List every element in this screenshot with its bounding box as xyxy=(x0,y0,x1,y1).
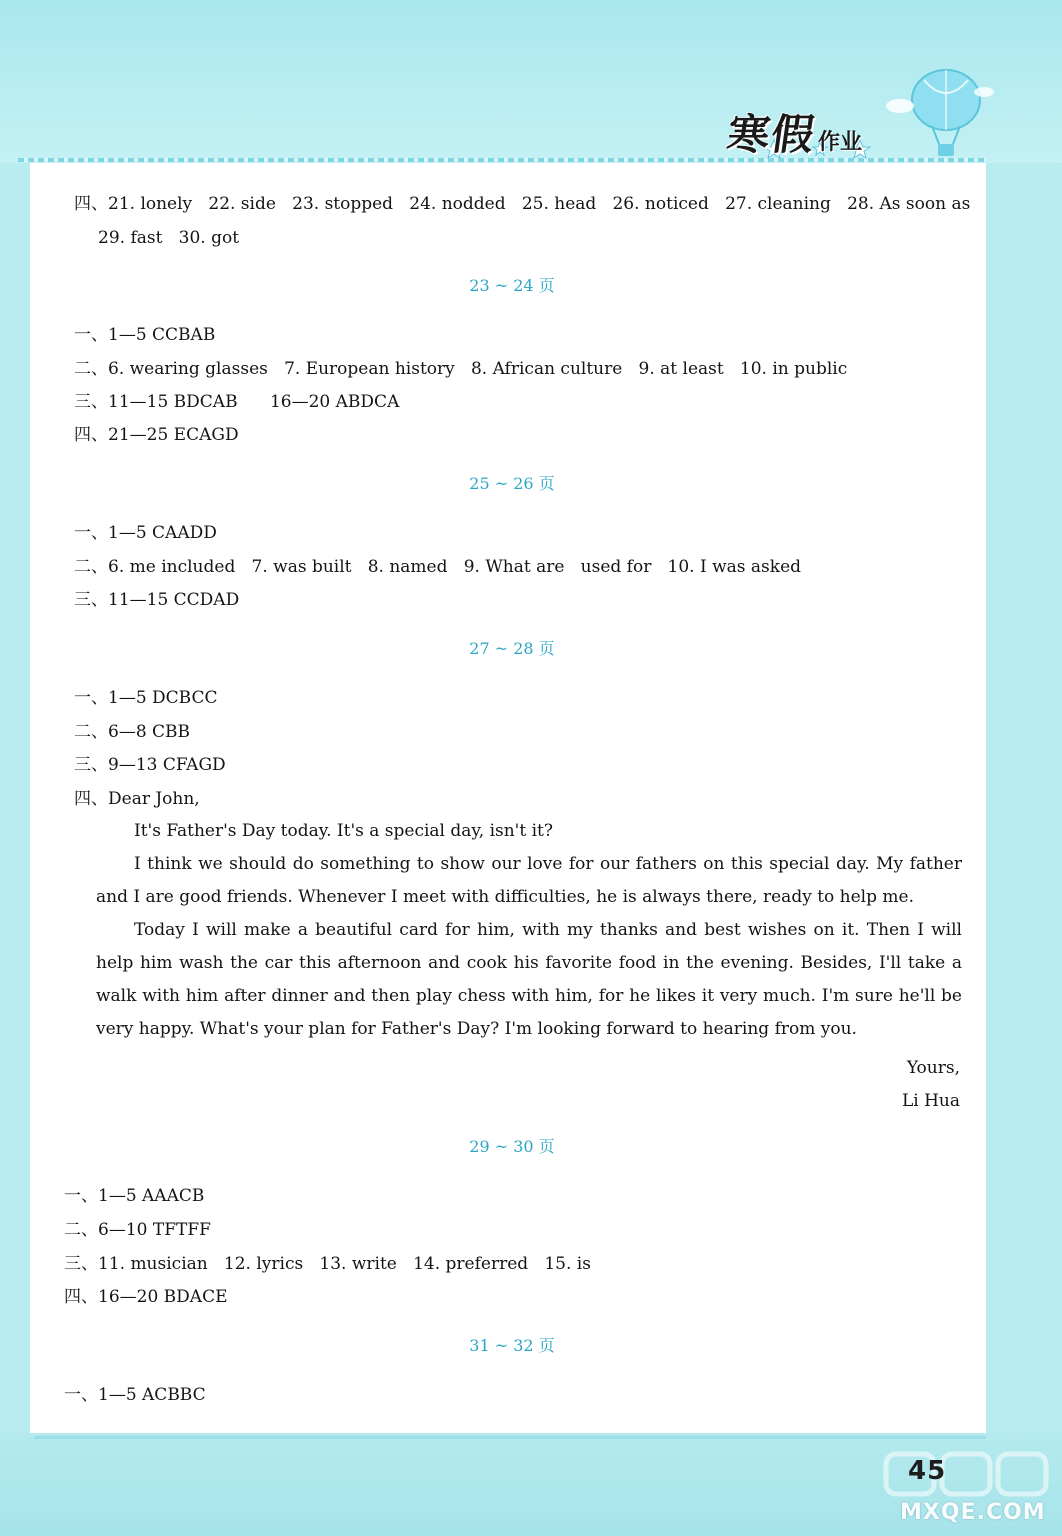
answer-line: 四、Dear John, xyxy=(74,789,200,809)
answer-line: 四、21. lonely 22. side 23. stopped 24. nodded 25. head 26. noticed 27. cleaning 28. As soon as xyxy=(74,194,971,214)
answer-line: 三、11. musician 12. lyrics 13. write 14. preferred 15. is xyxy=(64,1254,591,1274)
answer-line: 一、1—5 DCBCC xyxy=(74,688,218,708)
answer-line: 一、1—5 CAADD xyxy=(74,523,217,543)
page-number: 45 xyxy=(908,1456,947,1486)
section-heading: 27 ~ 28 页 xyxy=(469,639,555,658)
letter-closing: Yours, xyxy=(906,1058,960,1078)
letter-paragraph: Today I will make a beautiful card for him, with my thanks and best wishes on it. Then I will help him wash the car this afternoon and cook his favorite food in the evening. Besides, I'll take a walk with him after dinner and then play chess with him, for he likes it very much. I'm sure he'll be very happy. What's your plan for Father's Day? I'm looking forward to hearing from you. xyxy=(96,920,962,1039)
answer-line: 一、1—5 ACBBC xyxy=(64,1385,206,1405)
answer-line: 29. fast 30. got xyxy=(98,228,240,248)
title-main: 寒假 xyxy=(724,110,820,159)
answer-line: 四、16—20 BDACE xyxy=(64,1287,228,1307)
answer-line: 一、1—5 AAACB xyxy=(64,1186,205,1206)
letter-signature: Li Hua xyxy=(901,1091,960,1111)
answer-line: 一、1—5 CCBAB xyxy=(74,325,216,345)
watermark-text: MXQE.COM xyxy=(900,1500,1046,1525)
footer-stripe xyxy=(34,1436,986,1439)
answer-line: 二、6—8 CBB xyxy=(74,722,191,742)
section-heading: 31 ~ 32 页 xyxy=(469,1336,555,1355)
section-heading: 23 ~ 24 页 xyxy=(469,276,555,295)
section-heading: 25 ~ 26 页 xyxy=(469,474,555,493)
letter-paragraph: I think we should do something to show our love for our fathers on this special day. My father and I are good friends. Whenever I meet with difficulties, he is always there, ready to help me. xyxy=(96,854,962,907)
answer-line: 三、11—15 BDCAB 16—20 ABDCA xyxy=(74,392,400,412)
answer-line: 三、11—15 CCDAD xyxy=(74,590,240,610)
book-title-logo xyxy=(724,110,863,162)
answer-line: 三、9—13 CFAGD xyxy=(74,755,226,775)
hot-air-balloon-icon xyxy=(884,66,994,160)
title-sub: 作业 xyxy=(818,130,863,155)
answer-line: 二、6. me included 7. was built 8. named 9. What are used for 10. I was asked xyxy=(74,557,802,577)
answer-line: 四、21—25 ECAGD xyxy=(74,425,239,445)
answer-line: 二、6. wearing glasses 7. European history 8. African culture 9. at least 10. in public xyxy=(74,359,848,379)
side-band xyxy=(986,163,1062,1433)
answer-line: 二、6—10 TFTFF xyxy=(64,1220,211,1240)
letter-paragraph: It's Father's Day today. It's a special day, isn't it? xyxy=(134,821,553,841)
section-heading: 29 ~ 30 页 xyxy=(469,1137,555,1156)
